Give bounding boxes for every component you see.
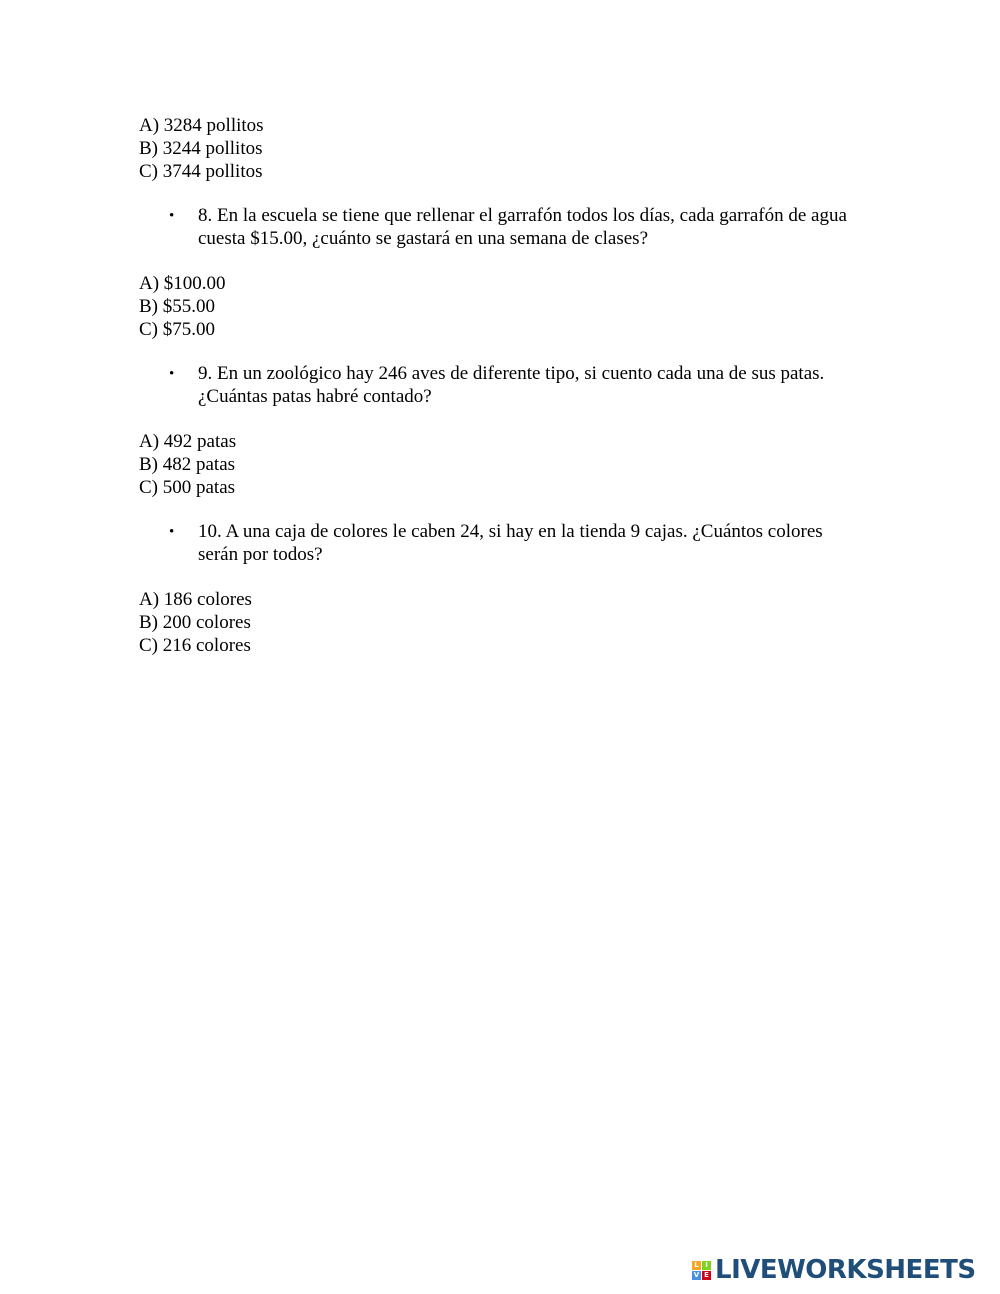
- logo-mark-letter: E: [702, 1271, 711, 1280]
- logo-mark-letter: I: [702, 1261, 711, 1270]
- answer-option: A) $100.00: [139, 272, 226, 294]
- answer-option: B) 3244 pollitos: [139, 137, 263, 159]
- answer-option: B) $55.00: [139, 295, 215, 317]
- answer-option: B) 482 patas: [139, 453, 236, 475]
- answer-option: C) 216 colores: [139, 634, 251, 656]
- answer-option: C) 3744 pollitos: [139, 160, 263, 182]
- question-10: [139, 521, 859, 567]
- answer-options-9: [139, 431, 859, 499]
- logo-mark-letter: V: [693, 1271, 700, 1279]
- answer-option: B) 200 colores: [139, 611, 251, 633]
- question-8: [139, 205, 859, 251]
- answer-options-8: [139, 273, 859, 341]
- bullet-icon: •: [169, 366, 175, 383]
- answer-option: C) 500 patas: [139, 476, 236, 498]
- logo-mark-letter: L: [692, 1261, 701, 1270]
- liveworksheets-logo: [692, 1255, 976, 1285]
- bullet-icon: •: [169, 208, 175, 225]
- logo-text: LIVEWORKSHEETS: [715, 1255, 976, 1285]
- question-text: 10. A una caja de colores le caben 24, si hay en la tienda 9 cajas. ¿Cuántos colores serán por todos?: [198, 521, 823, 566]
- worksheet-content: [139, 115, 859, 657]
- answer-option: A) 492 patas: [139, 430, 237, 452]
- answer-options-7: [139, 115, 859, 183]
- answer-option: A) 186 colores: [139, 588, 252, 610]
- question-text: 8. En la escuela se tiene que rellenar el garrafón todos los días, cada garrafón de agua cuesta $15.00, ¿cuánto se gastará en una semana de clases?: [198, 205, 847, 250]
- answer-option: A) 3284 pollitos: [139, 115, 264, 136]
- bullet-icon: •: [169, 524, 175, 541]
- question-text: 9. En un zoológico hay 246 aves de diferente tipo, si cuento cada una de sus patas. ¿Cuántas patas habré contado?: [198, 363, 825, 408]
- liveworksheets-mark-icon: [692, 1261, 711, 1280]
- question-9: [139, 363, 859, 409]
- answer-options-10: [139, 589, 859, 657]
- answer-option: C) $75.00: [139, 318, 215, 340]
